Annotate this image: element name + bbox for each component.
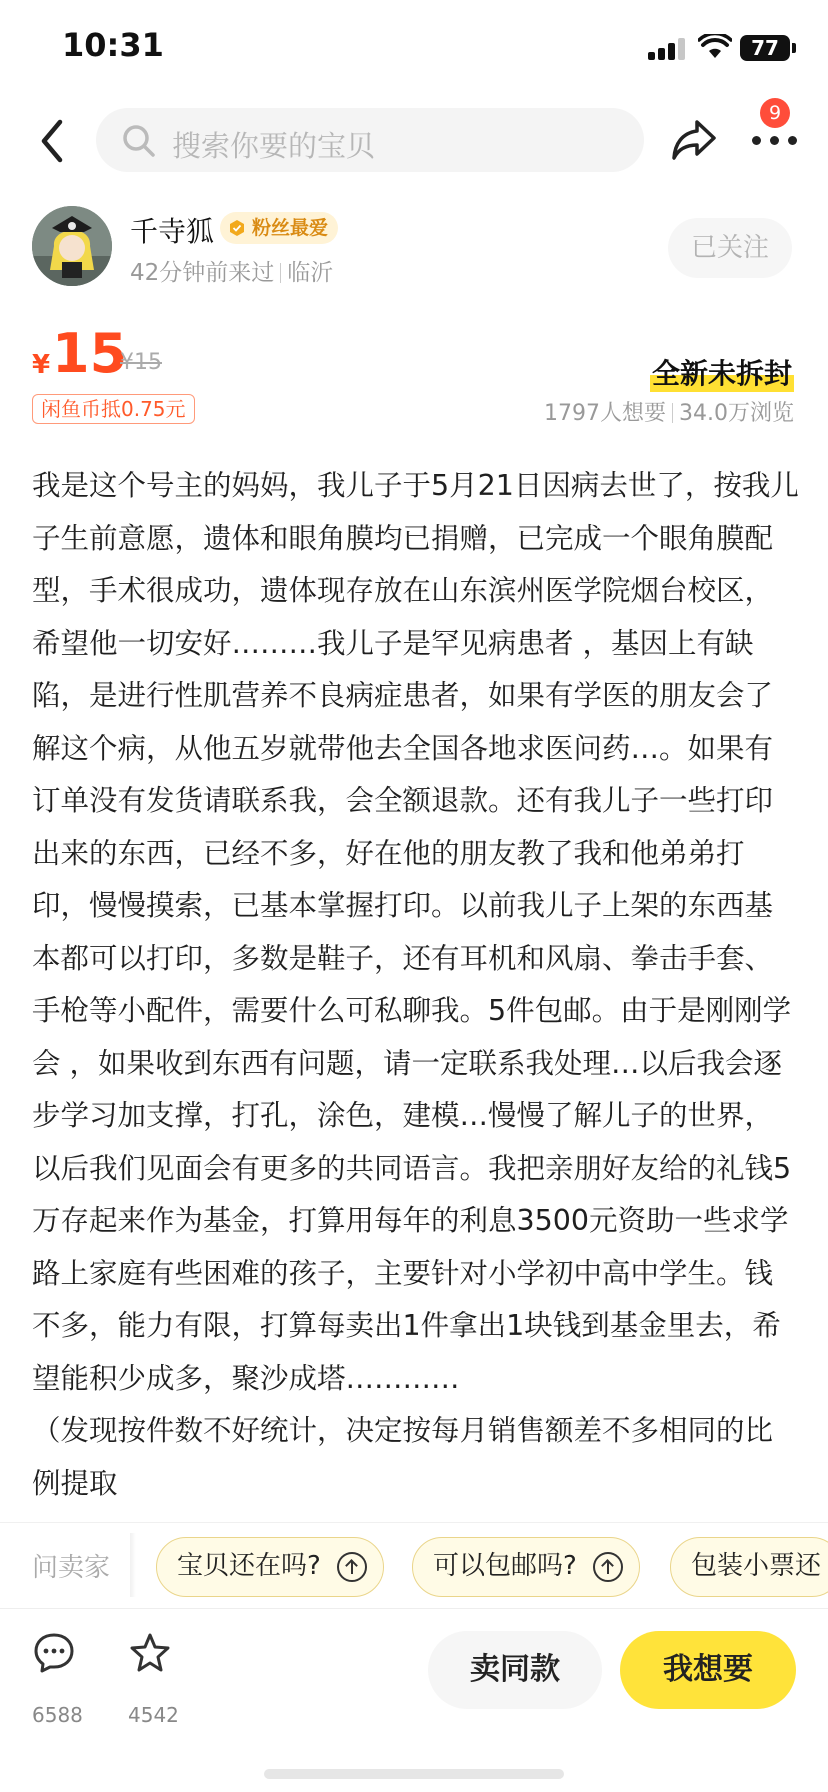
favorite-button[interactable] xyxy=(128,1631,179,1727)
seller-info[interactable] xyxy=(0,204,828,292)
last-seen: 42分钟前来过 xyxy=(130,260,275,286)
quick-question-chip[interactable] xyxy=(156,1537,384,1597)
price-value: 15 xyxy=(52,322,128,385)
quick-question-chip[interactable] xyxy=(670,1537,828,1597)
chip-label: 包装小票还 xyxy=(691,1551,822,1581)
chip-label: 可以包邮吗? xyxy=(433,1551,577,1581)
divider xyxy=(672,403,673,423)
quick-question-chip[interactable] xyxy=(412,1537,640,1597)
condition-label: 全新未拆封 xyxy=(650,352,794,392)
seller-avatar[interactable] xyxy=(32,206,112,286)
original-price: ¥15 xyxy=(120,350,162,375)
comment-button[interactable] xyxy=(32,1631,83,1727)
more-options-button[interactable] xyxy=(750,130,800,150)
currency-symbol: ¥ xyxy=(32,350,51,380)
follow-button[interactable]: 已关注 xyxy=(668,218,792,278)
item-stats xyxy=(544,396,794,427)
item-description: 我是这个号主的妈妈，我儿子于5月21日因病去世了，按我儿子生前意愿，遗体和眼角膜均已捐赠，已完成一个眼角膜配型，手术很成功，遗体现存放在山东滨州医学院烟台校区，希望他一切安好………我儿子是罕见病患者 ，基因上有缺陷，是进行性肌营养不良病症患者，如果有学医的朋友会了解这个病，从他五岁就带他去全国各地求医问药…。如果有订单没有发货请联系我，会全额退款。还有我儿子一些打印出来的东西，已经不多，好在他的朋友教了我和他弟弟打印，慢慢摸索，已基本掌握打印。以前我儿子上架的东西基本都可以打印，多数是鞋子，还有耳机和风扇、拳击手套、手枪等小配件，需要什么可私聊我。5件包邮。由于是刚刚学会 ，如果收到东西有问题，请一定联系我处理…以后我会逐步学习加支撑，打孔，涂色，建模…慢慢了解儿子的世界，以后我们见面会有更多的共同语言。我把亲朋好友给的礼钱5万存起来作为基金，打算用每年的利息3500元资助一些求学路上家庭有些困难的孩子，主要针对小学初中高中学生。钱不多，能力有限，打算每卖出1件拿出1块钱到基金里去，希望能积少成多，聚沙成塔………… （发现按件数不好统计，决定按每月销售额差不多相同的比例提取 xyxy=(32,469,799,1500)
ask-seller-label: 问卖家 xyxy=(32,1553,111,1583)
price-section xyxy=(0,320,828,430)
divider xyxy=(280,263,281,283)
notification-badge: 9 xyxy=(760,98,790,128)
status-time: 10:31 xyxy=(62,26,164,64)
top-navigation xyxy=(0,100,828,180)
want-count: 1797人想要 xyxy=(544,401,666,426)
star-icon xyxy=(128,1631,172,1675)
bottom-action-bar xyxy=(0,1608,828,1792)
send-arrow-icon xyxy=(593,1552,623,1582)
favorite-count: 4542 xyxy=(128,1703,179,1727)
wifi-icon xyxy=(698,34,732,60)
fan-badge-label: 粉丝最爱 xyxy=(252,217,329,239)
comment-count: 6588 xyxy=(32,1703,83,1727)
search-input[interactable] xyxy=(96,108,644,172)
divider xyxy=(130,1533,136,1597)
home-indicator[interactable] xyxy=(264,1769,564,1779)
quick-questions-bar xyxy=(0,1522,828,1606)
coin-discount-tag: 闲鱼币抵0.75元 xyxy=(32,394,195,424)
status-bar xyxy=(0,0,828,96)
want-button[interactable]: 我想要 xyxy=(620,1631,796,1709)
search-icon xyxy=(122,124,156,158)
battery-icon: 77 xyxy=(740,35,790,61)
seller-name[interactable]: 千寺狐 xyxy=(130,215,215,248)
seller-location: 临沂 xyxy=(287,260,334,286)
comment-icon xyxy=(32,1631,76,1675)
back-button[interactable] xyxy=(30,114,80,168)
fan-favorite-badge xyxy=(220,212,338,244)
medal-icon xyxy=(228,219,246,237)
seller-meta xyxy=(130,254,333,287)
cellular-signal-icon xyxy=(648,38,688,60)
search-placeholder: 搜索你要的宝贝 xyxy=(172,129,376,163)
sell-same-button[interactable]: 卖同款 xyxy=(428,1631,602,1709)
share-icon[interactable] xyxy=(668,114,720,166)
view-count: 34.0万浏览 xyxy=(679,401,794,426)
send-arrow-icon xyxy=(337,1552,367,1582)
chip-label: 宝贝还在吗? xyxy=(177,1551,321,1581)
